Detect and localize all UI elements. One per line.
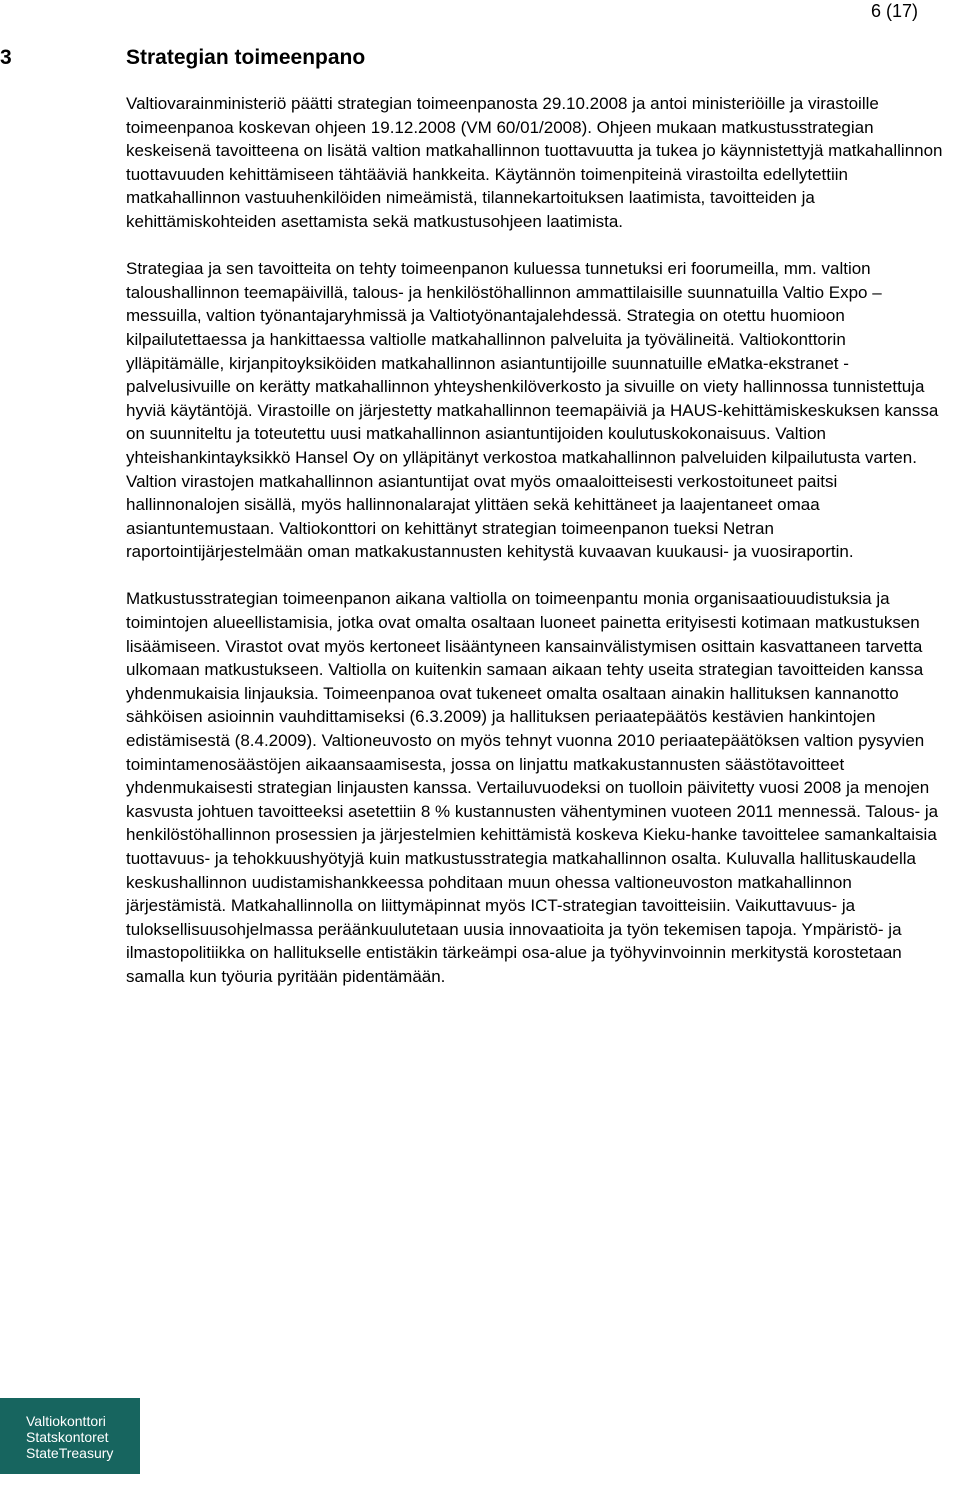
section-title: Strategian toimeenpano [126, 46, 366, 69]
paragraph-1: Valtiovarainministeriö päätti strategian toimeenpanosta 29.10.2008 ja antoi ministeriöille ja virastoille toimeenpanoa koskevan ohjeen 19.12.2008 (VM 60/01/2008). Ohjeen mukaan matkustusstrategian keskeisenä tavoitteena on lisätä valtion matkahallinnon tuottavuutta ja tukea jo käynnistettyjä matkahallinnon tuottavuuden kehittämiseen tähtääviä hankkeita. Käytännön toimenpiteinä virastoilta edellytettiin matkahallinnon vastuuhenkilöiden nimeämistä, tilannekartoituksen laatimista, tavoitteiden ja kehittämiskohteiden asettamista sekä matkustusohjeen laatimista. [126, 94, 943, 231]
logo-line-sv: Statskontoret [26, 1429, 109, 1445]
logo-line-fi: Valtiokonttori [26, 1413, 106, 1429]
paragraph-2: Strategiaa ja sen tavoitteita on tehty toimeenpanon kuluessa tunnetuksi eri foorumeilla, mm. valtion taloushallinnon teemapäivillä, talous- ja henkilöstöhallinnon ammattilaisille suunnatuilla Valtio Expo –messuilla, valtion työnantajaryhmissä ja Valtiotyönantajalehdessä. Strategia on otettu huomioon kilpailutettaessa ja hankittaessa valtiolle matkahallinnon palveluita ja työvälineitä. Valtiokonttorin ylläpitämälle, kirjanpitoyksiköiden matkahallinnon asiantuntijoille suunnatuille eMatka-ekstranet -palvelusivuille on kerätty matkahallinnon yhteyshenkilöverkosto ja sivuille on viety hallinnossa tunnistettuja hyviä käytäntöjä. Virastoille on järjestetty matkahallinnon teemapäiviä ja HAUS-kehittämiskeskuksen kanssa on suunniteltu ja toteutettu uusi matkahallinnon asiantuntijoiden koulutuskokonaisuus. Valtion yhteishankintayksikkö Hansel Oy on ylläpitänyt verkostoa matkahallinnon palveluiden kilpailutusta varten. Valtion virastojen matkahallinnon asiantuntijat ovat myös omaaloitteisesti verkostoituneet paitsi hallinnonalojen sisällä, myös hallinnonalarajat ylittäen sekä kehittäneet ja laajentaneet omaa asiantuntemustaan. Valtiokonttori on kehittänyt strategian toimeenpanon tueksi Netran raportointijärjestelmään oman matkakustannusten kehitystä kuvaavan kuukausi- ja vuosiraportin. [126, 259, 939, 562]
section-number: 3 [0, 46, 12, 69]
logo-line-en: StateTreasury [26, 1445, 114, 1461]
paragraph-3: Matkustusstrategian toimeenpanon aikana valtiolla on toimeenpantu monia organisaatiouudistuksia ja toimintojen alueellistamisia, jotka ovat omalta osaltaan luoneet painetta erityisesti kotimaan matkustuksen lisäämiseen. Virastot ovat myös kertoneet lisääntyneen kansainvälistymisen osittain kasvattaneen tarvetta ulkomaan matkustukseen. Valtiolla on kuitenkin samaan aikaan tehty useita strategian tavoitteiden kanssa yhdenmukaisia linjauksia. Toimeenpanoa ovat tukeneet omalta osaltaan ainakin hallituksen kannanotto sähköisen asioinnin vauhdittamiseksi (6.3.2009) ja hallituksen periaatepäätös kestävien hankintojen edistämisestä (8.4.2009). Valtioneuvosto on myös tehnyt vuonna 2010 periaatepäätöksen valtion pysyvien toimintamenosäästöjen aikaansaamisesta, jossa on linjattu matkakustannusten säästötavoitteet yhdenmukaisesti strategian linjausten kanssa. Vertailuvuodeksi on tuolloin päivitetty vuosi 2008 ja menojen kasvusta johtuen tavoitteeksi asetettiin 8 % kustannusten vähentyminen vuoteen 2011 mennessä. Talous- ja henkilöstöhallinnon prosessien ja järjestelmien kehittämistä koskeva Kieku-hanke tavoittelee samankaltaisia tuottavuus- ja tehokkuushyötyjä kuin matkustusstrategia matkahallinnon osalta. Kuluvalla hallituskaudella keskushallinnon uudistamishankkeessa pohditaan muun ohessa valtioneuvoston matkahallinnon järjestämistä. Matkahallinnolla on liittymäpinnat myös ICT-strategian tavoitteisiin. Vaikuttavuus- ja tuloksellisuusohjelmassa peräänkuulutetaan uusia innovaatioita ja työn tekemisen tapoja. Ympäristö- ja ilmastopolitiikka on hallitukselle entistäkin tärkeämpi osa-alue ja työhyvinvoinnin merkitystä korostetaan samalla kun työuria pyritään pidentämään. [126, 589, 939, 986]
page-number: 6 (17) [870, 1, 918, 21]
valtiokonttori-logo [0, 1398, 140, 1474]
body-text [126, 92, 948, 1012]
